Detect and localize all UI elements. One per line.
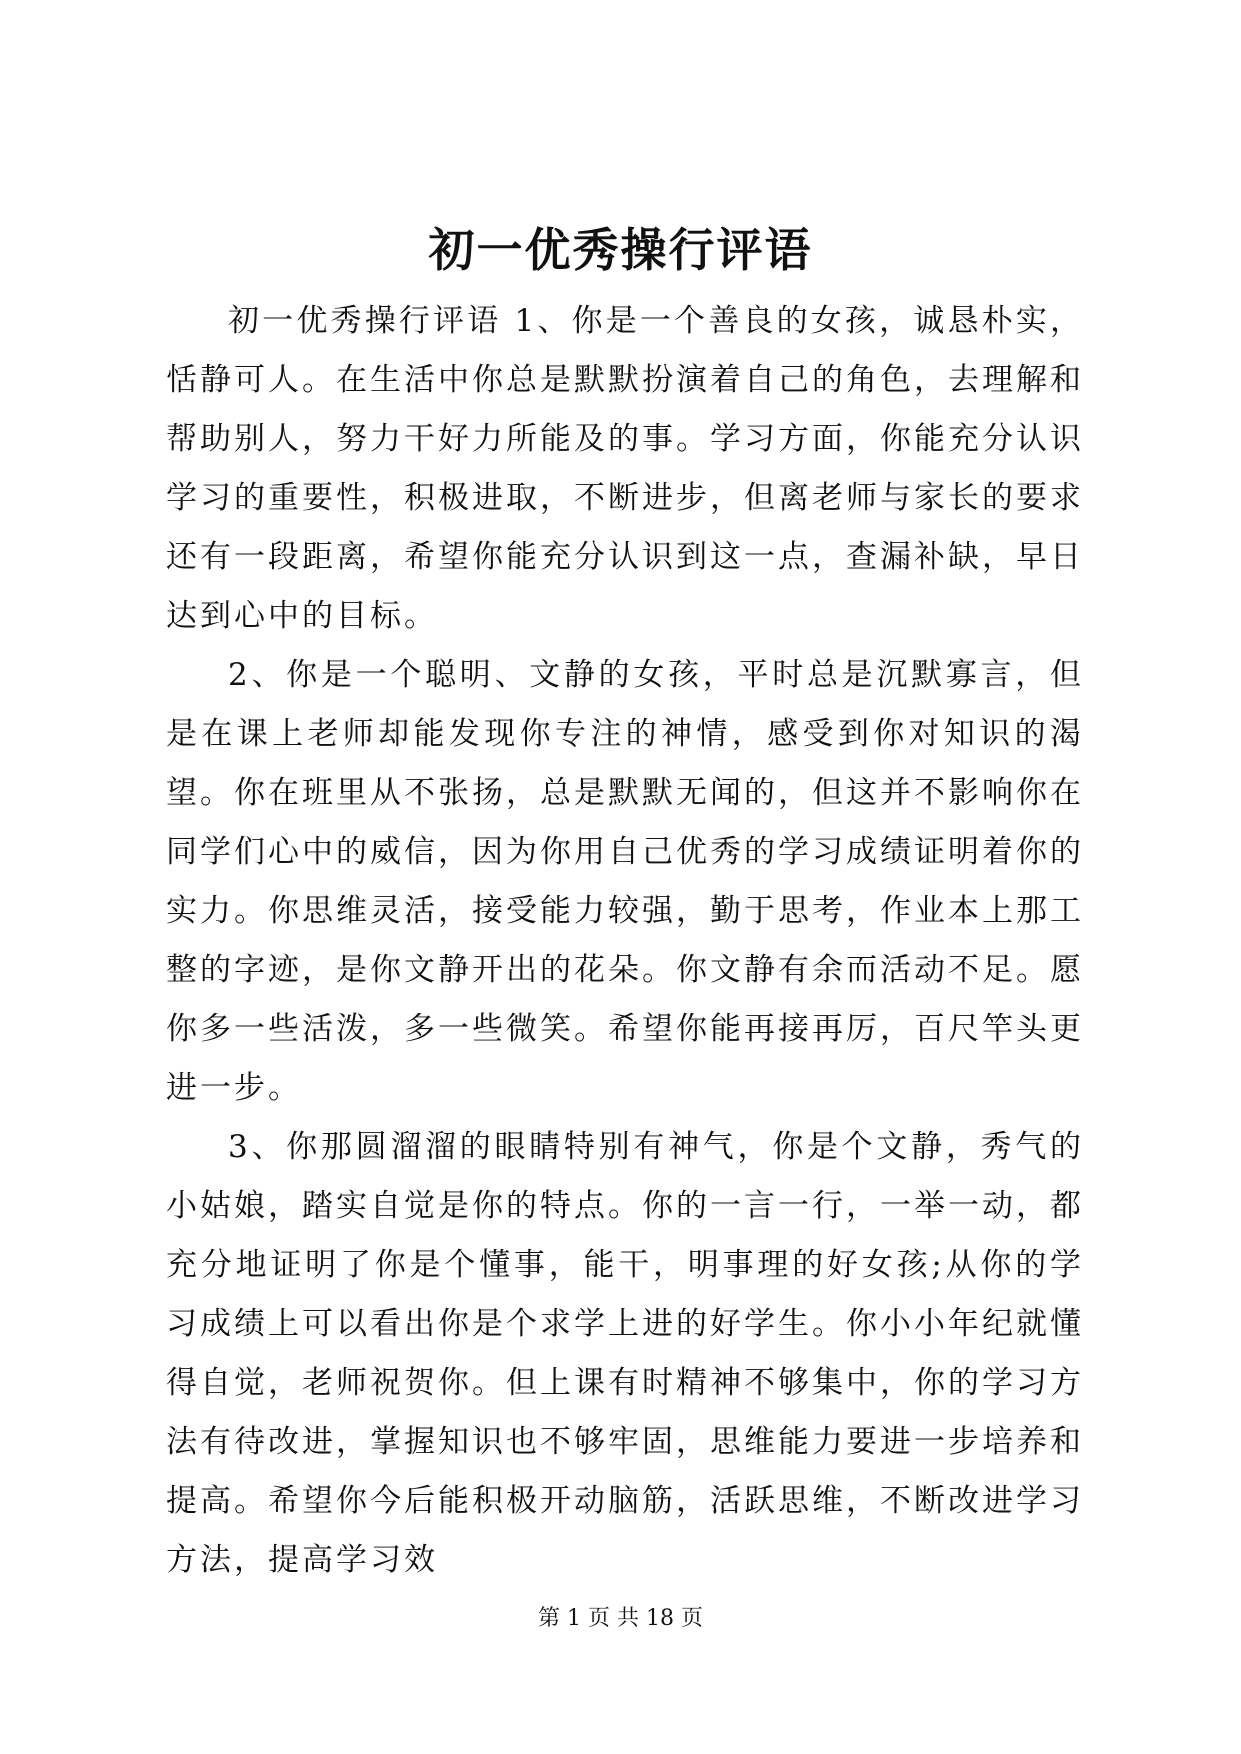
paragraph-1: 初一优秀操行评语 1、你是一个善良的女孩，诚恳朴实，恬静可人。在生活中你总是默默扮演着自己的角色，去理解和帮助别人，努力干好力所能及的事。学习方面，你能充分认识学习的重要性，积极进取，不断进步，但离老师与家长的要求还有一段距离，希望你能充分认识到这一点，查漏补缺，早日达到心中的目标。 (166, 303, 1084, 634)
page-footer: 第 1 页 共 18 页 (538, 1606, 703, 1631)
paragraph-3: 3、你那圆溜溜的眼睛特别有神气，你是个文静，秀气的小姑娘，踏实自觉是你的特点。你的一言一行，一举一动，都充分地证明了你是个懂事，能干，明事理的好女孩;从你的学习成绩上可以看出你是个求学上进的好学生。你小小年纪就懂得自觉，老师祝贺你。但上课有时精神不够集中，你的学习方法有待改进，掌握知识也不够牢固，思维能力要进一步培养和提高。希望你今后能积极开动脑筋，活跃思维，不断改进学习方法，提高学习效 (166, 1129, 1084, 1578)
document-title: 初一优秀操行评语 (428, 223, 813, 277)
document-body (166, 292, 1084, 1590)
paragraph-2: 2、你是一个聪明、文静的女孩，平时总是沉默寡言，但是在课上老师却能发现你专注的神情，感受到你对知识的渴望。你在班里从不张扬，总是默默无闻的，但这并不影响你在同学们心中的威信，因为你用自己优秀的学习成绩证明着你的实力。你思维灵活，接受能力较强，勤于思考，作业本上那工整的字迹，是你文静开出的花朵。你文静有余而活动不足。愿你多一些活泼，多一些微笑。希望你能再接再厉，百尺竿头更进一步。 (166, 657, 1084, 1106)
